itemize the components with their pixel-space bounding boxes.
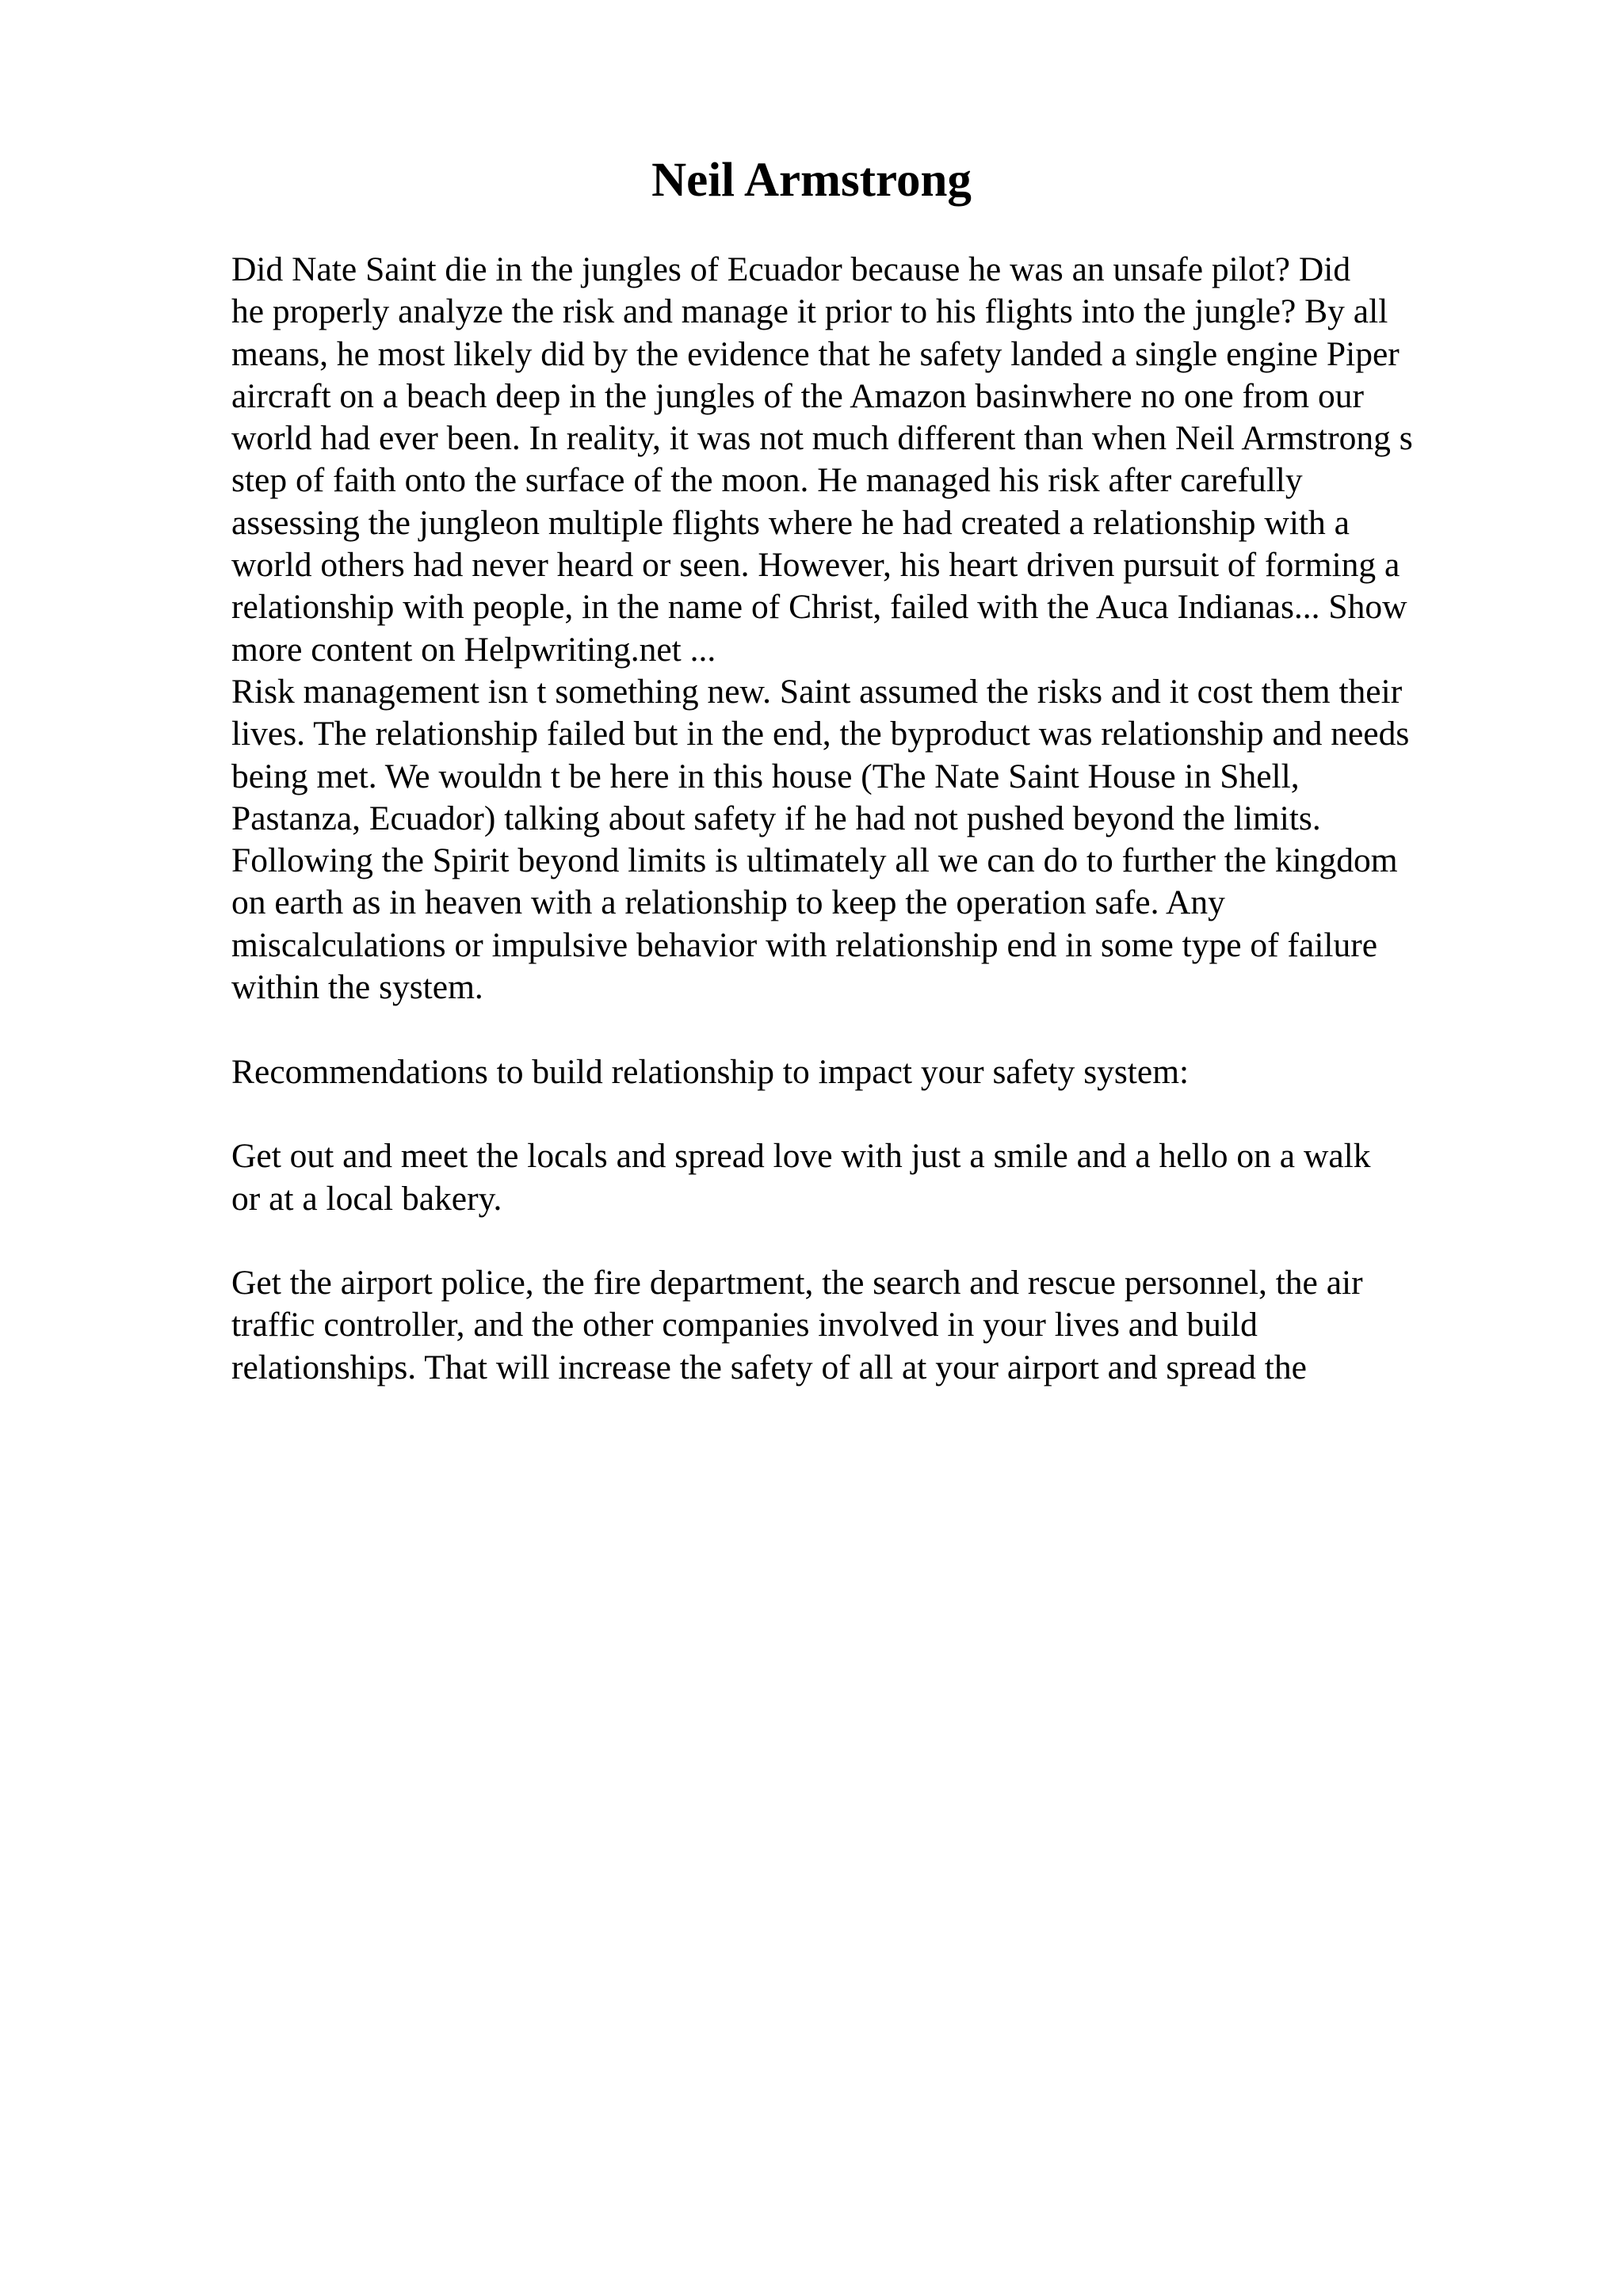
paragraph-4 [231, 1135, 1594, 1220]
text-line: on earth as in heaven with a relationship to keep the operation safe. Any [231, 883, 1225, 922]
text-line: world had ever been. In reality, it was not much different than when Neil Armstrong s [231, 419, 1413, 458]
text-line: Did Nate Saint die in the jungles of Ecuador because he was an unsafe pilot? Did [231, 250, 1351, 288]
text-line: he properly analyze the risk and manage it prior to his flights into the jungle? By all [231, 292, 1388, 331]
text-line: Recommendations to build relationship to impact your safety system: [231, 1052, 1190, 1091]
paragraph-spacer [231, 1093, 1594, 1135]
paragraph-spacer [231, 1220, 1594, 1262]
text-line: miscalculations or impulsive behavior with relationship end in some type of failure [231, 925, 1378, 964]
text-line: within the system. [231, 968, 483, 1007]
document-body [231, 249, 1594, 1389]
text-line: relationships. That will increase the safety of all at your airport and spread the [231, 1348, 1307, 1386]
paragraph-5 [231, 1262, 1594, 1389]
paragraph-3 [231, 1051, 1594, 1093]
text-line: more content on Helpwriting.net ... [231, 630, 716, 669]
text-line: Pastanza, Ecuador) talking about safety if he had not pushed beyond the limits. [231, 799, 1321, 837]
text-line: Following the Spirit beyond limits is ultimately all we can do to further the kingdom [231, 841, 1398, 880]
text-line: lives. The relationship failed but in the end, the byproduct was relationship and needs [231, 715, 1410, 753]
document-title: Neil Armstrong [651, 154, 972, 207]
text-line: means, he most likely did by the evidence that he safety landed a single engine Piper [231, 334, 1400, 373]
text-line: world others had never heard or seen. However, his heart driven pursuit of forming a [231, 546, 1400, 585]
text-line: relationship with people, in the name of Christ, failed with the Auca Indianas... Show [231, 588, 1407, 627]
text-line: step of faith onto the surface of the moon. He managed his risk after carefully [231, 461, 1303, 500]
text-line: or at a local bakery. [231, 1179, 502, 1218]
text-line: Get out and meet the locals and spread love with just a smile and a hello on a walk [231, 1137, 1371, 1176]
paragraph-spacer [231, 1009, 1594, 1051]
paragraph-2 [231, 671, 1594, 1009]
text-line: Get the airport police, the fire department, the search and rescue personnel, the air [231, 1264, 1363, 1302]
text-line: assessing the jungleon multiple flights where he had created a relationship with a [231, 503, 1350, 542]
text-line: Risk management isn t something new. Saint assumed the risks and it cost them their [231, 672, 1403, 711]
text-line: being met. We wouldn t be here in this house (The Nate Saint House in Shell, [231, 757, 1300, 795]
paragraph-1 [231, 249, 1594, 671]
text-line: aircraft on a beach deep in the jungles of the Amazon basinwhere no one from our [231, 376, 1364, 415]
text-line: traffic controller, and the other companies involved in your lives and build [231, 1306, 1258, 1344]
